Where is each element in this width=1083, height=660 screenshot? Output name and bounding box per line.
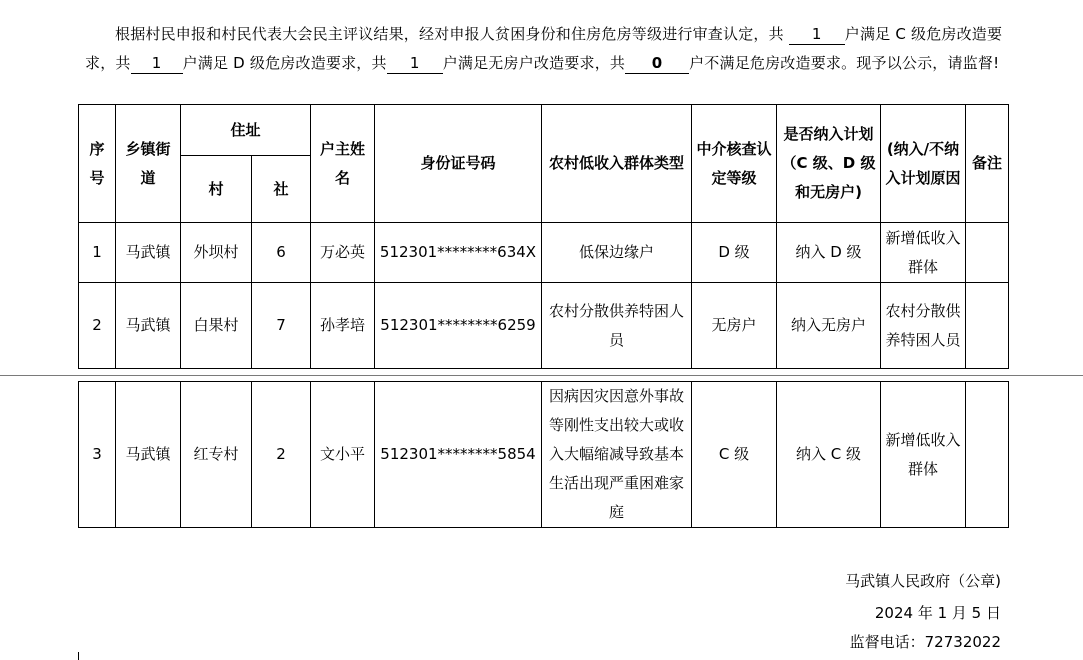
cell-level: C 级 xyxy=(692,382,777,528)
cell-included: 纳入无房户 xyxy=(777,283,881,369)
page-break-line xyxy=(0,375,1083,376)
cell-she: 6 xyxy=(252,223,311,283)
cell-seq: 3 xyxy=(79,382,116,528)
header-seq: 序号 xyxy=(79,105,116,223)
cell-note xyxy=(966,283,1009,369)
cell-town: 马武镇 xyxy=(116,382,181,528)
header-address: 住址 xyxy=(181,105,311,156)
cell-included: 纳入 D 级 xyxy=(777,223,881,283)
cell-note xyxy=(966,382,1009,528)
header-town: 乡镇街道 xyxy=(116,105,181,223)
cell-note xyxy=(966,223,1009,283)
header-level: 中介核查认定等级 xyxy=(692,105,777,223)
publicity-table-continued xyxy=(78,381,1009,528)
cell-included: 纳入 C 级 xyxy=(777,382,881,528)
publicity-table xyxy=(78,104,1009,369)
issuing-organization: 马武镇人民政府（公章) xyxy=(845,572,1001,590)
header-she: 社 xyxy=(252,156,311,223)
cell-reason: 农村分散供养特困人员 xyxy=(881,283,966,369)
cell-id: 512301********634X xyxy=(375,223,542,283)
count-not-eligible: 0 xyxy=(625,53,689,74)
cell-name: 文小平 xyxy=(311,382,375,528)
text-cursor xyxy=(78,652,79,660)
cell-reason: 新增低收入群体 xyxy=(881,223,966,283)
notice-text-4: 户满足无房户改造要求，共 xyxy=(442,54,626,72)
header-id: 身份证号码 xyxy=(375,105,542,223)
cell-she: 2 xyxy=(252,382,311,528)
header-reason: (纳入/不纳入计划原因 xyxy=(881,105,966,223)
cell-seq: 1 xyxy=(79,223,116,283)
notice-text-3: 户满足 D 级危房改造要求，共 xyxy=(182,54,387,72)
header-group-type: 农村低收入群体类型 xyxy=(542,105,692,223)
cell-seq: 2 xyxy=(79,283,116,369)
cell-reason: 新增低收入群体 xyxy=(881,382,966,528)
cell-name: 万必英 xyxy=(311,223,375,283)
supervision-phone: 监督电话：72732022 xyxy=(849,633,1001,651)
cell-she: 7 xyxy=(252,283,311,369)
notice-text-5: 户不满足危房改造要求。现予以公示，请监督! xyxy=(689,54,1000,72)
notice-text-1: 根据村民申报和村民代表大会民主评议结果，经对申报人贫困身份和住房危房等级进行审查认定，共 xyxy=(115,25,784,43)
notice-text-2: 户满足 C 级危房改造要求，共 xyxy=(85,25,1003,72)
table-row xyxy=(79,223,1009,283)
cell-type: 低保边缘户 xyxy=(542,223,692,283)
cell-level: 无房户 xyxy=(692,283,777,369)
table-row xyxy=(79,283,1009,369)
issue-date: 2024 年 1 月 5 日 xyxy=(874,604,1001,622)
cell-town: 马武镇 xyxy=(116,223,181,283)
cell-town: 马武镇 xyxy=(116,283,181,369)
cell-level: D 级 xyxy=(692,223,777,283)
header-village: 村 xyxy=(181,156,252,223)
cell-id: 512301********6259 xyxy=(375,283,542,369)
cell-village: 红专村 xyxy=(181,382,252,528)
cell-village: 外坝村 xyxy=(181,223,252,283)
cell-id: 512301********5854 xyxy=(375,382,542,528)
notice-paragraph xyxy=(85,20,1010,78)
cell-village: 白果村 xyxy=(181,283,252,369)
header-included: 是否纳入计划（C 级、D 级和无房户) xyxy=(777,105,881,223)
table-row xyxy=(79,382,1009,528)
table-header-row xyxy=(79,105,1009,156)
count-d-level: 1 xyxy=(131,53,183,74)
cell-type: 因病因灾因意外事故等刚性支出较大或收入大幅缩减导致基本生活出现严重困难家庭 xyxy=(542,382,692,528)
cell-name: 孙孝培 xyxy=(311,283,375,369)
header-householder: 户主姓名 xyxy=(311,105,375,223)
header-note: 备注 xyxy=(966,105,1009,223)
count-no-house: 1 xyxy=(387,53,443,74)
cell-type: 农村分散供养特困人员 xyxy=(542,283,692,369)
count-c-level: 1 xyxy=(789,24,845,45)
